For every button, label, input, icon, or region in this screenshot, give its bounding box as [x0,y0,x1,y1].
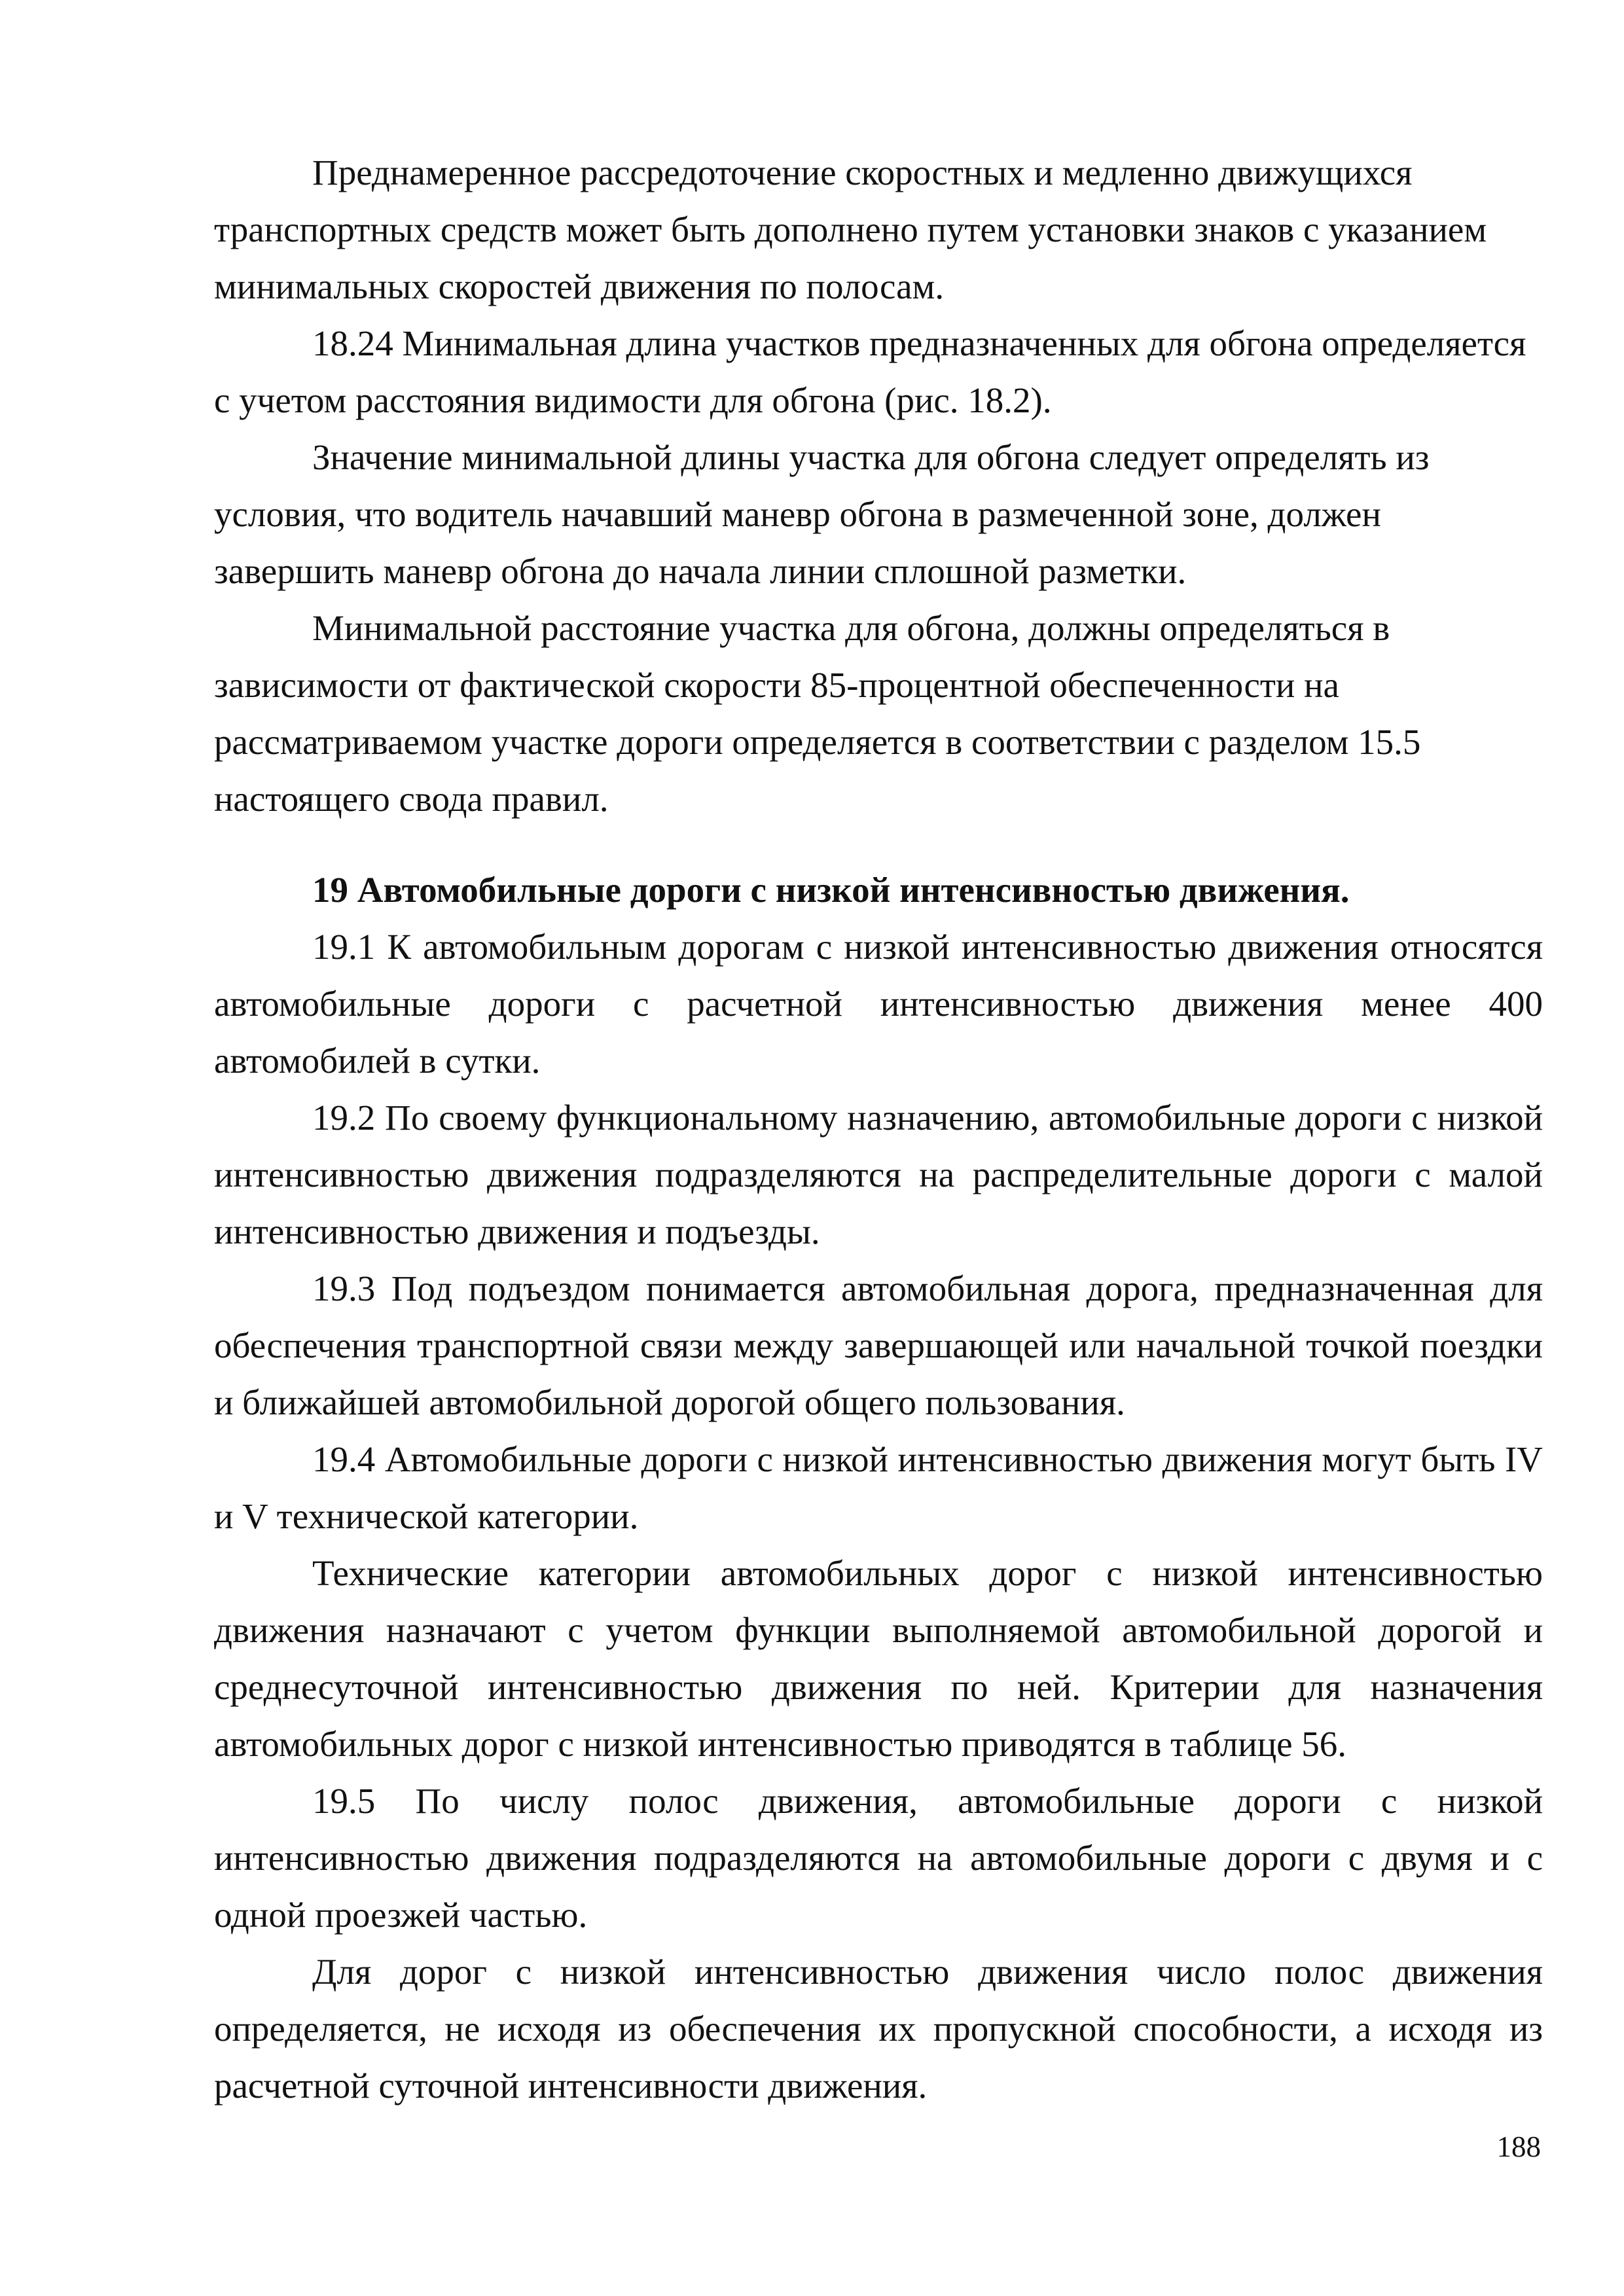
paragraph-tech-categories: Технические категории автомобильных дорог с низкой интенсивностью движения назначают с учетом функции выполняемой автомобильной дорогой и среднесуточной интенсивностью движения по ней. Критерии для назначения автомобильных дорог с низкой интенсивностью приводятся в таблице 56. [214,1553,1543,1764]
paragraph-lane-count: Для дорог с низкой интенсивностью движения число полос движения определяется, не исходя из обеспечения их пропускной способности, а исходя из расчетной суточной интенсивности движения. [214,1952,1543,2106]
paragraph-19-1: 19.1 К автомобильным дорогам с низкой интенсивностью движения относятся автомобильные дороги с расчетной интенсивностью движения менее 400 автомобилей в сутки. [214,927,1543,1081]
paragraph-rasosredotochenie: Преднамеренное рассредоточение скоростных и медленно движущихся транспортных средств может быть дополнено путем установки знаков с указанием минимальных скоростей движения по полосам. [214,152,1487,306]
body-text [214,144,1543,2114]
paragraph-19-3: 19.3 Под подъездом понимается автомобильная дорога, предназначенная для обеспечения транспортной связи между завершающей или начальной точкой поездки и ближайшей автомобильной дорогой общего пользования. [214,1268,1543,1422]
paragraph-18-24: 18.24 Минимальная длина участков предназначенных для обгона определяется с учетом расстояния видимости для обгона (рис. 18.2). [214,323,1526,420]
paragraph-19-2: 19.2 По своему функциональному назначению, автомобильные дороги с низкой интенсивностью движения подразделяются на распределительные дороги с малой интенсивностью движения и подъезды. [214,1098,1543,1251]
paragraph-19-5: 19.5 По числу полос движения, автомобильные дороги с низкой интенсивностью движения подразделяются на автомобильные дороги с двумя и с одной проезжей частью. [214,1781,1543,1935]
paragraph-19-4: 19.4 Автомобильные дороги с низкой интенсивностью движения могут быть IV и V технической категории. [214,1439,1543,1536]
section-heading-19: 19 Автомобильные дороги с низкой интенсивностью движения. [312,870,1350,910]
page-number: 188 [1496,2130,1541,2163]
paragraph-min-distance: Минимальной расстояние участка для обгона, должны определяться в зависимости от фактической скорости 85-процентной обеспеченности на рассматриваемом участке дороги определяется в соответствии с разделом 15.5 настоящего свода правил. [214,608,1421,819]
paragraph-min-length-value: Значение минимальной длины участка для обгона следует определять из условия, что водитель начавший маневр обгона в размеченной зоне, должен завершить маневр обгона до начала линии сплошной разметки. [214,437,1430,591]
